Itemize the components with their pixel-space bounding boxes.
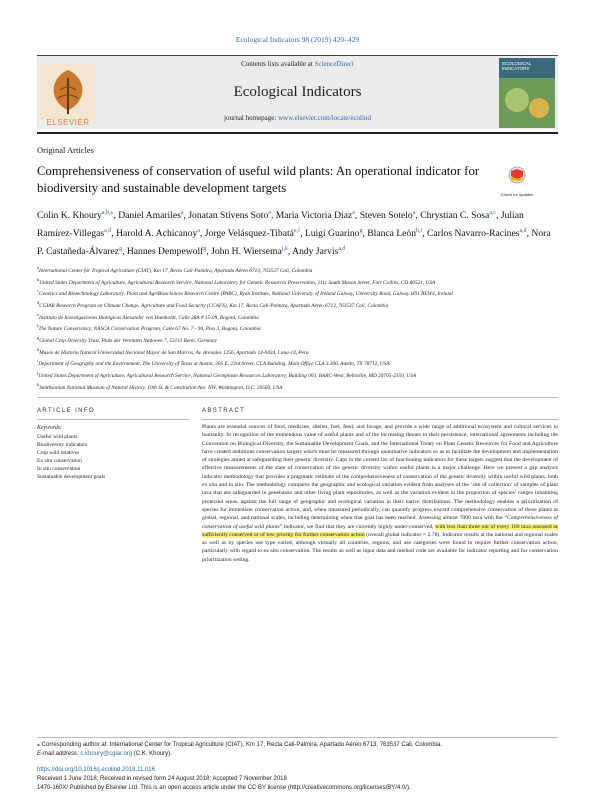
cover-image xyxy=(499,78,555,128)
author-name[interactable]: Hannes Dempewolf xyxy=(126,245,204,257)
affiliation-divider xyxy=(37,397,558,398)
journal-citation[interactable]: Ecological Indicators 98 (2019) 420–429 xyxy=(235,35,360,44)
author-affiliation-mark[interactable]: e,f xyxy=(293,227,301,234)
affiliation-text: International Center for Tropical Agriculture (CIAT), Km 17, Recta Cali-Palmira, Apartado Aéreo 6713, 763537 Cali, Colombia xyxy=(38,267,313,274)
author-affiliation-mark[interactable]: a xyxy=(412,210,416,216)
affiliation-text: Genetics and Biotechnology Laboratory, Plant and AgriBiosciences Research Centre (PABC), Ryan Institute, National University of Ireland Galway, University Road, Galway H91 REW4, Ireland xyxy=(38,291,453,298)
keyword: Crop wild relatives xyxy=(37,449,80,456)
affiliation-mark: b xyxy=(37,276,40,282)
author-list: Colin K. Khoury$^{a,b,⁎}$, Daniel Amariles$^a$, Jonatan Stivens Soto$^a$, Maria Victoria Diaz$^a$, Steven Sotelo$^a$, Chrystian C. Sosa$^{a,c}$, Julian Ramírez-Villegas$^{a,d}$, Harold A. Achicanoy$^a$, Jorge Velásquez-Tibatá$^{e,f}$, Luigi Guarino$^g$, Blanca León$^{h,i}$, Carlos Navarro-Racines$^{a,d}$, Nora P. Castañeda-Álvarez$^g$, Hannes Dempewolf$^g$, John H. Wiersema$^{j,k}$, Andy Jarvis$^{a,d}$ xyxy=(37,210,551,257)
affiliation xyxy=(37,322,557,334)
author-name[interactable]: Daniel Amariles xyxy=(118,210,181,222)
affiliation xyxy=(37,334,557,346)
affiliation-mark: d xyxy=(37,300,40,306)
author-name[interactable]: John H. Wiersema xyxy=(211,245,282,257)
author-affiliation-mark[interactable]: a,c xyxy=(489,210,497,216)
keyword: Ex situ conservation xyxy=(37,457,82,464)
corresponding-author: ⁎ Corresponding author at: International Center for Tropical Agriculture (CIAT), Km 17, Recta Cali-Palmira, Apartado Aéreo 6713, 763537 Cali, Colombia. xyxy=(37,742,443,748)
affiliation-mark: g xyxy=(37,335,40,341)
article-info-rule xyxy=(37,419,189,420)
affiliation xyxy=(37,264,557,276)
affiliation-text: CGIAR Research Program on Climate Change, Agriculture and Food Security (CCAFS), Km 17, Recta Cali-Palmira, Apartado Aéreo 6713, 763537 Cali, Colombia xyxy=(39,302,389,309)
abstract-part-2: ” indicator, we find that they are currently highly under-conserved, xyxy=(279,523,436,530)
article-section: Original Articles xyxy=(37,145,94,155)
author-affiliation-mark[interactable]: a,b,⁎ xyxy=(101,210,114,216)
article-info-heading: ARTICLE INFO xyxy=(37,408,96,414)
affiliation-text: Department of Geography and the Environment, The University of Texas at Austin, 305 E. 23rd Street, CLA Building, Main Office CLA 3.306, Austin, TX 78712, USA xyxy=(38,361,390,368)
affiliation-mark: a xyxy=(37,265,39,270)
received-dates: Received 1 June 2018; Received in revised form 24 August 2018; Accepted 7 November 2018 xyxy=(37,776,287,782)
author-name[interactable]: Jonatan Stivens Soto xyxy=(188,210,269,222)
author-name[interactable]: Steven Sotelo xyxy=(359,210,413,222)
author-name[interactable]: Maria Victoria Diaz xyxy=(275,210,353,222)
author-name[interactable]: Luigi Guarino xyxy=(304,227,360,239)
contents-line xyxy=(100,60,495,68)
author-name[interactable]: Andy Jarvis xyxy=(292,245,339,257)
author-affiliation-mark[interactable]: a xyxy=(197,227,200,234)
author-affiliation-mark[interactable]: a,d xyxy=(104,227,112,234)
article-title: Comprehensiveness of conservation of useful wild plants: An operational indicator for biodiversity and sustainable development targets xyxy=(37,164,480,195)
author-affiliation-mark[interactable]: g xyxy=(119,245,123,252)
sciencedirect-link[interactable]: ScienceDirect xyxy=(314,60,354,68)
affiliation xyxy=(37,346,557,358)
email-suffix: (C.K. Khoury). xyxy=(132,750,172,757)
homepage-prefix: journal homepage: xyxy=(224,114,279,122)
journal-cover[interactable] xyxy=(499,58,555,128)
author-name[interactable]: Harold A. Achicanoy xyxy=(116,227,198,239)
affiliation xyxy=(37,381,557,393)
affiliation xyxy=(37,276,557,288)
abstract-highlight: with less than three out of every 100 taxa assessed as sufficiently conserved or of low priority for further conservation action xyxy=(202,523,558,538)
author-name[interactable]: Jorge Velásquez-Tibatá xyxy=(204,227,294,239)
affiliation-list xyxy=(37,264,557,392)
affiliation-mark: i xyxy=(37,358,39,364)
author-name[interactable]: Nora P. Castañeda-Álvarez xyxy=(37,227,551,257)
author-affiliation-mark[interactable]: a,d xyxy=(519,227,527,234)
keywords-label: Keywords: xyxy=(37,425,62,431)
affiliation-text: The Nature Conservancy, NASCA Conservation Program, Calle 67 No. 7 - 94, Piso 3, Bogotá, Colombia xyxy=(38,326,261,333)
license-line: 1470-160X/ Published by Elsevier Ltd. This is an open access article under the CC BY license (http://creativecommons.org/licenses/BY/4.0/). xyxy=(37,785,411,791)
author-affiliation-mark[interactable]: j,k xyxy=(281,245,288,252)
author-affiliation-mark[interactable]: h,i xyxy=(416,227,423,234)
homepage-link[interactable]: www.elsevier.com/locate/ecolind xyxy=(278,114,371,122)
affiliation-mark: j xyxy=(37,370,39,376)
abstract-heading: ABSTRACT xyxy=(202,408,246,414)
affiliation-mark: h xyxy=(37,346,40,352)
header-bottom-rule xyxy=(37,132,558,134)
affiliation xyxy=(37,299,557,311)
contents-prefix: Contents lists available at xyxy=(241,60,315,68)
elsevier-logo xyxy=(40,64,96,120)
author-name[interactable]: Colin K. Khoury xyxy=(37,210,102,222)
affiliation-mark: k xyxy=(37,381,40,387)
keyword: Useful wild plants xyxy=(37,434,78,440)
abstract-rule xyxy=(202,419,558,420)
author-affiliation-mark[interactable]: a xyxy=(180,210,184,216)
affiliation xyxy=(37,311,557,323)
author-affiliation-mark[interactable]: a xyxy=(352,210,355,216)
affiliation-text: United States Department of Agriculture, Agricultural Research Service, National Laboratory for Genetic Resources Preservation, 1111 South Mason Street, Fort Collins, CO 80521, USA xyxy=(39,279,436,286)
author-name[interactable]: Julian Ramírez-Villegas xyxy=(37,210,524,239)
email-link[interactable]: c.khoury@cgiar.org xyxy=(80,750,133,757)
keyword: Biodiversity indicators xyxy=(37,441,88,448)
check-for-updates-label[interactable]: Check for updates xyxy=(500,192,534,197)
doi-link[interactable]: https://doi.org/10.1016/j.ecolind.2018.11.016 xyxy=(37,767,155,773)
affiliation-text: Smithsonian National Museum of Natural History, 10th St. & Constitution Ave. NW, Washington, D.C. 20560, USA xyxy=(39,384,283,391)
affiliation-text: Global Crop Diversity Trust, Platz der Vereinten Nationen 7, 53113 Bonn, Germany xyxy=(39,337,218,344)
keyword: In situ conservation xyxy=(37,465,81,472)
affiliation xyxy=(37,287,557,299)
homepage-line xyxy=(100,114,495,122)
author-name[interactable]: Chrystian C. Sosa xyxy=(420,210,490,222)
cover-title: ECOLOGICAL INDICATORS xyxy=(502,61,532,71)
author-affiliation-mark[interactable]: g xyxy=(203,245,207,252)
author-affiliation-mark[interactable]: a xyxy=(268,210,271,216)
keyword: Sustainable development goals xyxy=(37,473,106,480)
keyword-list xyxy=(37,434,105,481)
affiliation-text: Museo de Historia Natural Universidad Nacional Mayor de San Marcos, Av. Arenales 1256, Apartado 14-0434, Lima-14, Peru xyxy=(39,349,309,356)
publisher-name: ELSEVIER xyxy=(46,118,90,127)
affiliation xyxy=(37,357,557,369)
abstract-indicator-name: Comprehensiveness of conservation of useful wild plants xyxy=(202,515,558,530)
email-line xyxy=(37,750,557,759)
affiliation-mark: c xyxy=(37,288,39,294)
author-name[interactable]: Carlos Navarro-Racines xyxy=(427,227,520,239)
affiliation-mark: e xyxy=(37,311,39,317)
footnote-divider xyxy=(37,737,558,738)
corresponding-note xyxy=(37,741,557,758)
abstract-part-3: (overall global indicator = 2.78). Indicator results at the national and regional scales as well as by species use type varied, although virtually all countries, regions, and use categories were found to require further conservation action, particularly with regard to ex situ conservation. The results as well as input data and method code are available for indicator reporting and for conservation prioritization setting. xyxy=(202,531,559,563)
abstract-part-1: Plants are essential sources of food, medicine, shelter, fuel, feed, and forage, and provide a wide range of additional ecosystem and cultural services to humanity. In recognition of the tremendous value of useful plants and of the increasing threats to their persistence, international agreements including the Convention on Biological Diversity, the Sustainable Development Goals, and the International Treaty on Plant Genetic Resources for Food and Agriculture have created ambitious conservation targets which must be measured through quantitative indicators so as to facilitate the development and implementation of strategies aimed at safeguarding their genetic diversity. Gaps in the current list of functioning indicators for these targets suggest that the development of effective measurements of the state of conservation of the genetic diversity within useful plants is a major challenge. Here we present a gap analysis indicator methodology that provides a pragmatic estimate of the comprehensiveness of conservation of the genetic diversity within useful wild plants, both ex situ and in situ. The methodology compares the geographic and ecological variation evident from analyses of the ‘site of collection’ of samples of plant taxa that are safeguarded in genebanks and other living plant repositories, as well as the variation evident in the proportion of species’ ranges inhabiting protected areas, against the full range of geographic and ecological variation in their native distributions. The methodology enables a prioritization of species for immediate conservation action, and, when measured periodically, can quantify progress toward comprehensive conservation of these plants at global, regional, and national scales, including determining when that goal has been reached. Assessing almost 7000 taxa with the “ xyxy=(202,424,558,522)
affiliation-text: Instituto de Investigaciones Biológicas Alexander von Humboldt, Calle 28A # 15-09, Bogotá, Colombia xyxy=(38,314,259,321)
author-affiliation-mark[interactable]: g xyxy=(359,227,363,234)
author-affiliation-mark[interactable]: a,d xyxy=(338,245,346,252)
journal-title: Ecological Indicators xyxy=(233,84,362,100)
affiliation-text: United States Department of Agriculture, Agricultural Research Service, National Germplasm Resources Laboratory, Building 003, BARC-West, Beltsville, MD 20705-2350, USA xyxy=(38,372,417,379)
abstract-text xyxy=(202,423,558,564)
affiliation-mark: f xyxy=(37,323,39,329)
email-label: E-mail address: xyxy=(37,750,81,757)
affiliation xyxy=(37,369,557,381)
author-name[interactable]: Blanca León xyxy=(367,227,417,239)
